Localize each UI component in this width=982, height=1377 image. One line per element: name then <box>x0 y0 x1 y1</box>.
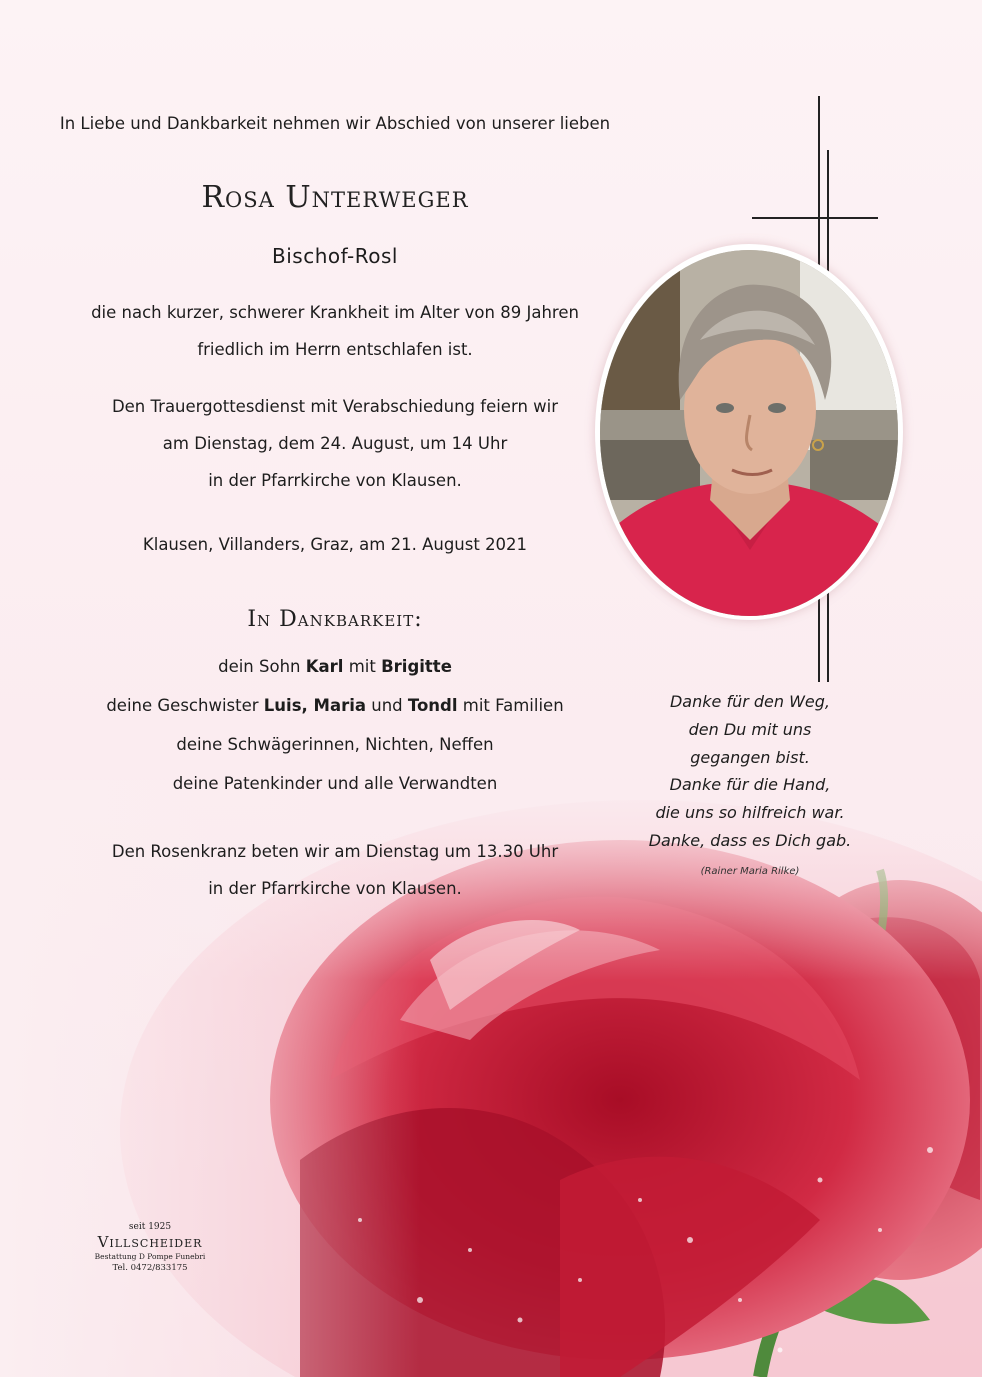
poem-line: Danke für den Weg, <box>669 692 831 711</box>
service-info <box>40 388 630 499</box>
undertaker-logo <box>70 1222 230 1274</box>
poem-line: Danke für die Hand, <box>669 775 831 795</box>
portrait-photo <box>600 250 898 616</box>
poem-line: den Du mit uns <box>688 719 812 739</box>
deceased-nickname: Bischof-Rosl <box>272 244 398 268</box>
deceased-name: Rosa Unterweger <box>201 180 469 215</box>
thanks-heading: In Dankbarkeit: <box>247 607 423 632</box>
poem-line: gegangen bist. <box>690 747 810 767</box>
poem <box>630 688 870 855</box>
rosary-line: in der Pfarrkirche von Klausen. <box>208 879 462 898</box>
poem-line: Danke, dass es Dich gab. <box>648 830 852 850</box>
undertaker-name: Villscheider <box>97 1233 203 1251</box>
place-date <box>40 526 630 563</box>
service-line: in der Pfarrkirche von Klausen. <box>208 471 462 490</box>
death-notice-line: die nach kurzer, schwerer Krankheit im Alter von 89 Jahren <box>91 303 579 322</box>
undertaker-since: seit 1925 <box>128 1222 172 1232</box>
death-notice <box>40 294 630 368</box>
undertaker-subtitle: Bestattung D Pompe Funebri <box>94 1252 206 1261</box>
service-line: am Dienstag, dem 24. August, um 14 Uhr <box>162 434 508 453</box>
poem-line: die uns so hilfreich war. <box>655 803 845 823</box>
undertaker-phone: Tel. 0472/833175 <box>112 1263 188 1273</box>
family-line-siblings: deine Geschwister Luis, Maria und Tondl mit Familien <box>106 696 564 715</box>
family-line-son: dein Sohn Karl mit Brigitte <box>218 657 452 676</box>
rosary-info <box>40 833 630 907</box>
family-list <box>40 647 630 803</box>
family-line-inlaws: deine Schwägerinnen, Nichten, Neffen <box>176 735 494 754</box>
cross-horizontal-line <box>752 217 878 219</box>
death-notice-line: friedlich im Herrn entschlafen ist. <box>197 340 473 359</box>
poem-author: (Rainer Maria Rilke) <box>700 866 800 877</box>
place-date-line: Klausen, Villanders, Graz, am 21. August 2021 <box>142 535 528 554</box>
family-line-godchildren: deine Patenkinder und alle Verwandten <box>172 774 498 793</box>
service-line: Den Trauergottesdienst mit Verabschiedung feiern wir <box>111 397 559 416</box>
intro-text: In Liebe und Dankbarkeit nehmen wir Abschied von unserer lieben <box>59 114 611 133</box>
rosary-line: Den Rosenkranz beten wir am Dienstag um 13.30 Uhr <box>111 842 559 861</box>
